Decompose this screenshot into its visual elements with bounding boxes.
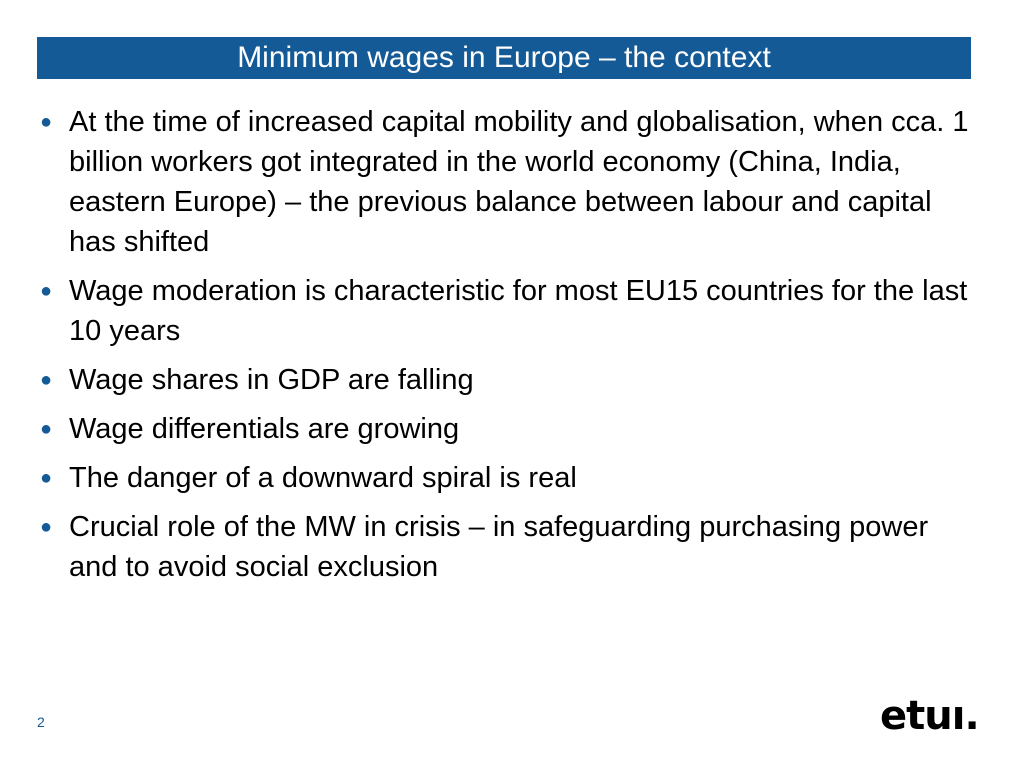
bullet-icon: ● [40,280,53,302]
bullet-text: The danger of a downward spiral is real [69,462,577,494]
page-number: 2 [37,714,45,730]
bullet-item [37,360,977,400]
bullet-item [37,271,977,351]
bullet-item [37,507,977,587]
bullet-item [37,458,977,498]
bullet-text: At the time of increased capital mobility and globalisation, when cca. 1 billion workers got integrated in the world economy (China, India, eastern Europe) – the previous balance between labour and capital has shifted [69,106,969,258]
bullet-text: Wage moderation is characteristic for most EU15 countries for the last 10 years [69,275,968,347]
bullet-text: Wage shares in GDP are falling [69,364,474,396]
bullet-item [37,409,977,449]
bullet-text: Wage differentials are growing [69,413,460,445]
title-bar [37,37,971,79]
slide-title: Minimum wages in Europe – the context [237,41,771,74]
bullet-icon: ● [40,111,53,133]
bullet-icon: ● [40,369,53,391]
bullet-icon: ● [40,467,53,489]
etui-logo: etuı. [880,693,979,739]
bullet-text: Crucial role of the MW in crisis – in safeguarding purchasing power and to avoid social exclusion [69,511,929,583]
bullet-item [37,102,977,262]
bullet-list [37,102,977,596]
bullet-icon: ● [40,418,53,440]
bullet-icon: ● [40,516,53,538]
